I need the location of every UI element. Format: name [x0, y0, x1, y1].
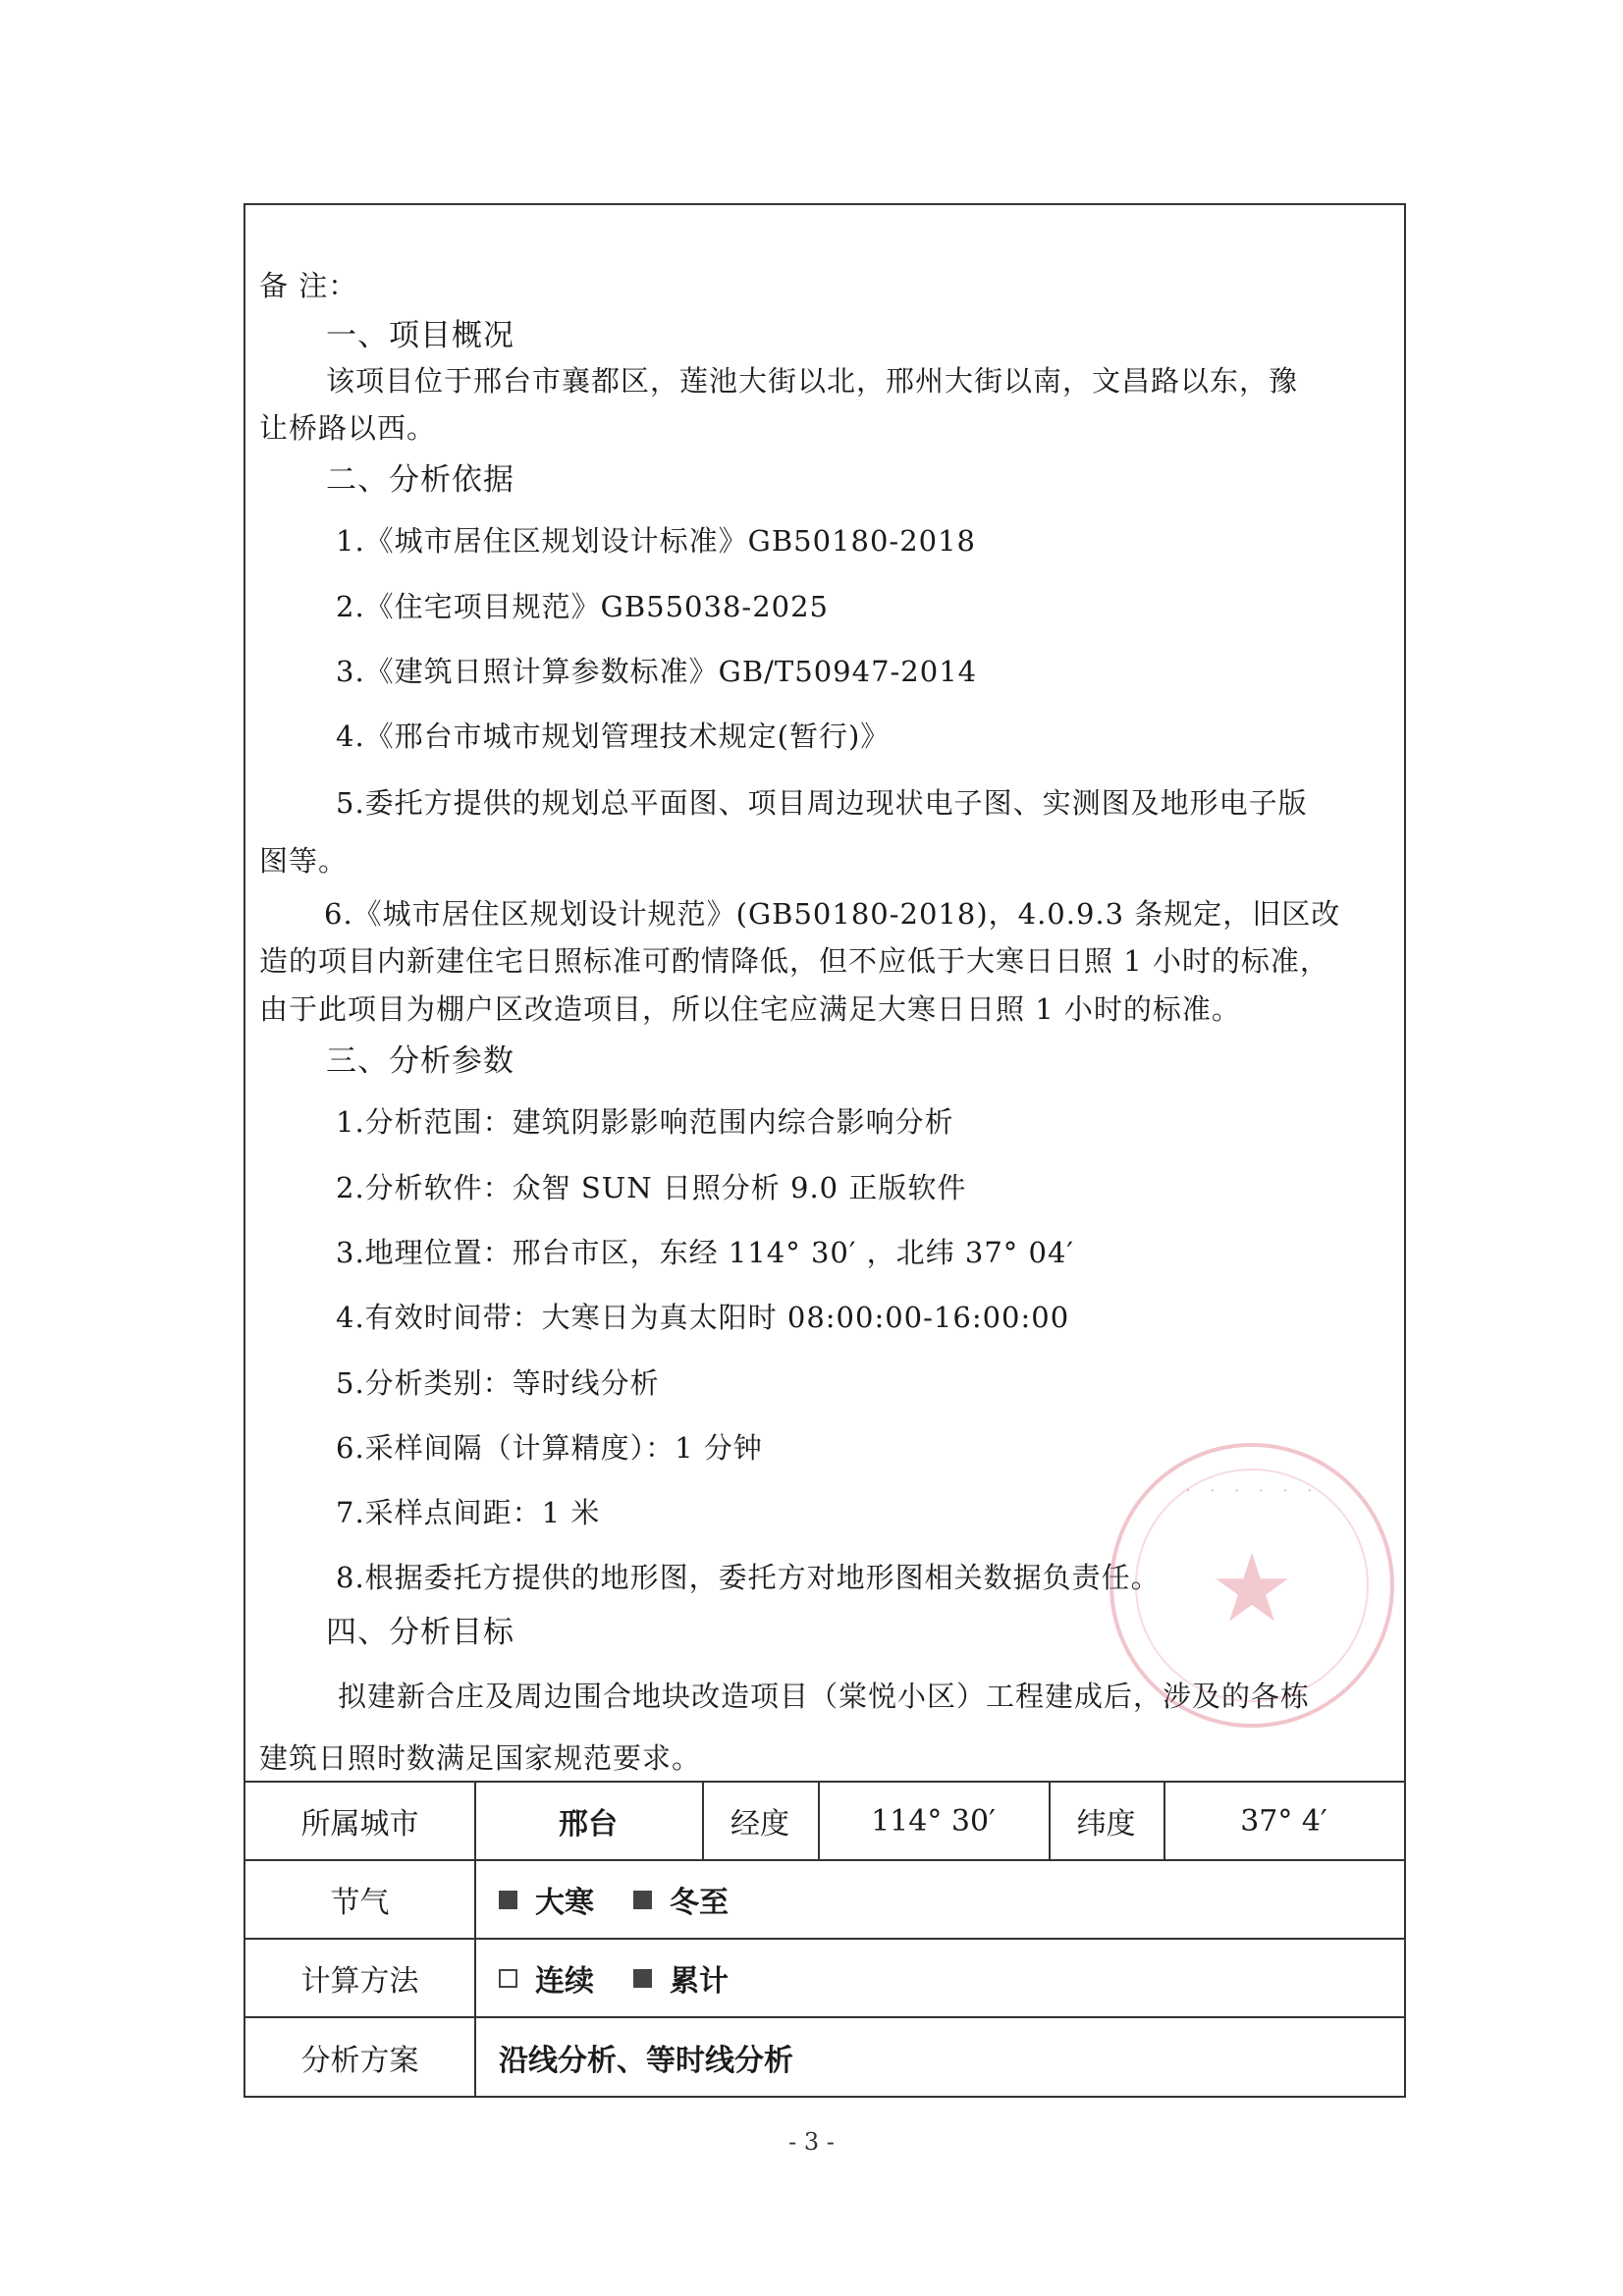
option-cumulative: 累计: [633, 1956, 729, 2000]
section-heading-goal: 四、分析目标: [326, 1615, 514, 1650]
notes-label: 备 注：: [259, 269, 358, 302]
latitude-value: 37° 4′: [1240, 1803, 1327, 1839]
seal-ring-text: · · · · · ·: [1185, 1478, 1319, 1502]
basis-item-cont: 造的项目内新建住宅日照标准可酌情降低，但不应低于大寒日日照 1 小时的标准，: [259, 944, 1329, 978]
page-number: - 3 -: [788, 2128, 835, 2156]
basis-item-cont: 图等。: [259, 844, 349, 878]
table-row-plan: [245, 2016, 1404, 2096]
table-row-solar-term: [245, 1859, 1404, 1938]
solar-term-label: 节气: [330, 1886, 390, 1920]
method-options: [499, 1940, 1404, 2016]
param-item: 6.采样间隔（计算精度）：1 分钟: [336, 1431, 763, 1465]
overview-text-cont: 让桥路以西。: [259, 411, 437, 445]
option-dongzhi: 冬至: [633, 1878, 729, 1921]
option-dahan: 大寒: [499, 1878, 594, 1921]
param-item: 2.分析软件：众智 SUN 日照分析 9.0 正版软件: [336, 1171, 967, 1204]
goal-text: 拟建新合庄及周边围合地块改造项目（棠悦小区）工程建成后，涉及的各栋: [338, 1680, 1311, 1713]
solar-term-options: [499, 1861, 1404, 1938]
parameter-table: [245, 1781, 1404, 2096]
method-label: 计算方法: [300, 1964, 419, 1999]
latitude-label: 纬度: [1076, 1807, 1136, 1842]
table-row-location: [245, 1781, 1404, 1859]
param-item: 5.分析类别：等时线分析: [336, 1366, 660, 1400]
param-item: 4.有效时间带：大寒日为真太阳时 08:00:00-16:00:00: [336, 1301, 1070, 1334]
city-label: 所属城市: [300, 1807, 419, 1842]
plan-label: 分析方案: [300, 2043, 419, 2078]
param-item: 8.根据委托方提供的地形图，委托方对地形图相关数据负责任。: [336, 1561, 1161, 1594]
option-continuous: 连续: [499, 1956, 594, 2000]
param-item: 1.分析范围：建筑阴影影响范围内综合影响分析: [336, 1105, 954, 1139]
unchecked-box-icon: [499, 1969, 517, 1988]
basis-item: 2.《住宅项目规范》GB55038-2025: [336, 590, 830, 623]
checked-box-icon: [633, 1891, 652, 1909]
basis-item: 6.《城市居住区规划设计规范》(GB50180-2018)，4.0.9.3 条规定，旧区改: [324, 897, 1341, 931]
param-item: 3.地理位置：邢台市区，东经 114° 30′ ，北纬 37° 04′: [336, 1236, 1074, 1269]
section-heading-params: 三、分析参数: [326, 1043, 514, 1079]
basis-item-cont: 由于此项目为棚户区改造项目，所以住宅应满足大寒日日照 1 小时的标准。: [259, 992, 1241, 1026]
param-item: 7.采样点间距：1 米: [336, 1496, 601, 1529]
basis-item: 1.《城市居住区规划设计标准》GB50180-2018: [336, 524, 977, 558]
basis-item: 5.委托方提供的规划总平面图、项目周边现状电子图、实测图及地形电子版: [336, 786, 1308, 820]
longitude-label: 经度: [730, 1807, 789, 1842]
checked-box-icon: [499, 1891, 517, 1909]
section-heading-basis: 二、分析依据: [326, 462, 514, 498]
table-row-method: [245, 1938, 1404, 2016]
city-value: 邢台: [559, 1807, 618, 1842]
basis-item: 4.《邢台市城市规划管理技术规定(暂行)》: [336, 720, 891, 753]
longitude-value: 114° 30′: [871, 1803, 996, 1839]
document-frame: [243, 203, 1406, 2098]
goal-text-cont: 建筑日照时数满足国家规范要求。: [259, 1741, 702, 1775]
overview-text: 该项目位于邢台市襄都区，莲池大街以北，邢州大街以南，文昌路以东，豫: [326, 364, 1299, 398]
official-seal-stamp: [1109, 1443, 1394, 1728]
star-icon: ★: [1209, 1533, 1295, 1643]
checked-box-icon: [633, 1969, 652, 1988]
plan-value: 沿线分析、等时线分析: [499, 2043, 793, 2078]
basis-item: 3.《建筑日照计算参数标准》GB/T50947-2014: [336, 655, 978, 688]
section-heading-overview: 一、项目概况: [326, 318, 514, 353]
